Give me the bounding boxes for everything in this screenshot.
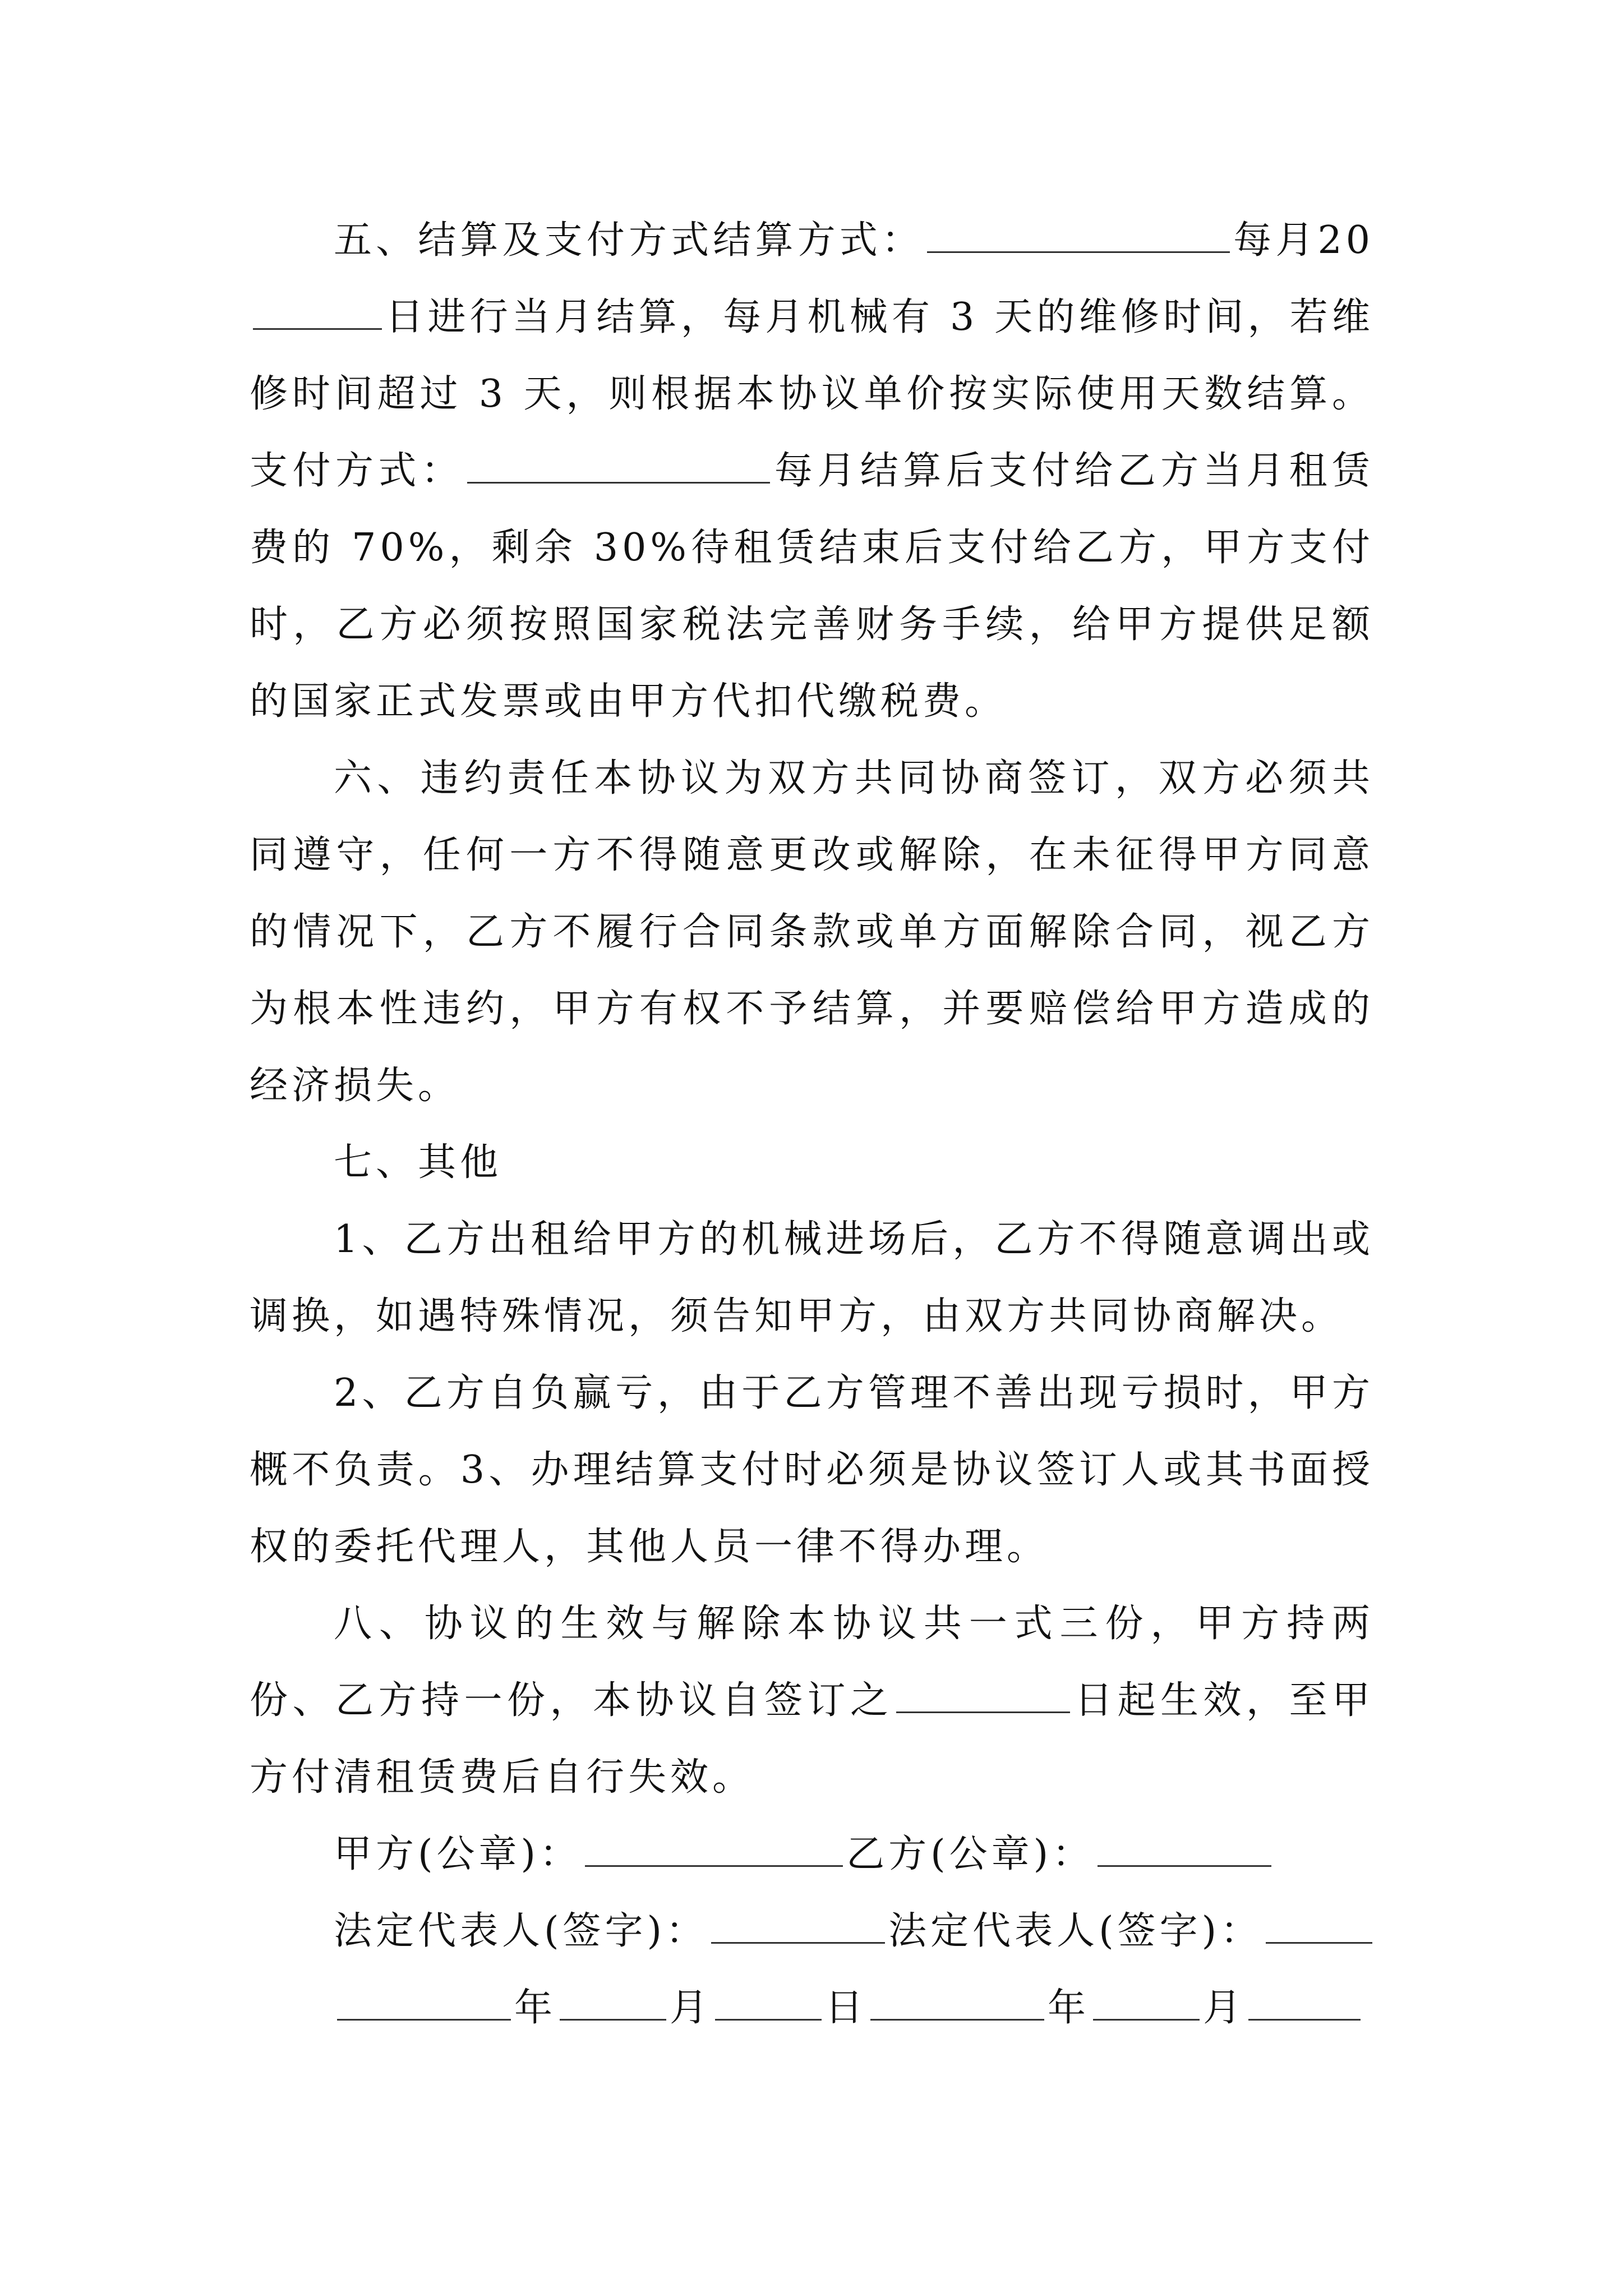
party-a-seal-label: 甲方(公章)： [334, 1832, 582, 1876]
party-b-year-blank [870, 1989, 1044, 2021]
settlement-method-blank [927, 221, 1230, 253]
settlement-day-blank [253, 298, 382, 330]
party-a-month-label: 月 [670, 1986, 712, 2030]
party-a-day-label: 日 [825, 1986, 868, 2030]
section-7-item-2: 2、乙方自负赢亏，由于乙方管理不善出现亏损时，甲方概不负责。3、办理结算支付时必须是协议签订人或其书面授权的委托代理人，其他人员一律不得办理。 [250, 1371, 1374, 1569]
party-b-day-blank [1248, 1989, 1361, 2021]
party-a-month-blank [560, 1989, 666, 2021]
section-5-settlement [250, 202, 1374, 740]
effective-date-blank [896, 1681, 1070, 1713]
section-7-title: 七、其他 [334, 1140, 502, 1185]
party-b-month-label: 月 [1203, 1986, 1246, 2030]
section-5-text-2: 每月20 [1233, 218, 1374, 263]
legal-rep-line [334, 1893, 1374, 1970]
party-a-year-label: 年 [514, 1986, 557, 2030]
party-b-legal-rep-label: 法定代表人(签字)： [888, 1909, 1263, 1953]
party-b-seal-label: 乙方(公章)： [846, 1832, 1095, 1876]
party-a-legal-rep-label: 法定代表人(签字)： [334, 1909, 708, 1953]
section-5-text-4: 每月结算后支付给乙方当月租赁费的 70%，剩余 30%待租赁结束后支付给乙方，甲方支付时，乙方必须按照国家税法完善财务手续，给甲方提供足额的国家正式发票或由甲方代扣代缴税费。 [250, 449, 1374, 724]
party-a-year-blank [337, 1989, 511, 2021]
party-a-seal-blank [585, 1835, 843, 1867]
document-body [250, 202, 1374, 2046]
date-line [334, 1970, 1374, 2046]
seal-line [334, 1816, 1374, 1893]
section-6-liability: 六、违约责任本协议为双方共同协商签订，双方必须共同遵守，任何一方不得随意更改或解除，在未征得甲方同意的情况下，乙方不履行合同条款或单方面解除合同，视乙方为根本性违约，甲方有权不予结算，并要赔偿给甲方造成的经济损失。 [250, 756, 1374, 1108]
section-7-item-1: 1、乙方出租给甲方的机械进场后，乙方不得随意调出或调换，如遇特殊情况，须告知甲方，由双方共同协商解决。 [250, 1217, 1374, 1338]
party-b-month-blank [1093, 1989, 1200, 2021]
section-8-text-2: 日起生效，至甲方付清租赁费后自行失效。 [250, 1678, 1374, 1800]
party-b-year-label: 年 [1048, 1986, 1090, 2030]
section-5-text-3: 日进行当月结算，每月机械有 3 天的维修时间，若维修时间超过 3 天，则根据本协议单价按实际使用天数结算。支付方式： [250, 295, 1374, 493]
payment-method-blank [467, 452, 770, 484]
party-a-day-blank [715, 1989, 822, 2021]
section-5-text-1: 五、结算及支付方式结算方式： [334, 218, 924, 263]
party-b-seal-blank [1098, 1835, 1271, 1867]
party-b-legal-rep-blank [1266, 1912, 1372, 1944]
section-8-effect [250, 1585, 1374, 1816]
section-8-text-1: 八、协议的生效与解除本协议共一式三份，甲方持两份、乙方持一份，本协议自签订之 [250, 1602, 1374, 1723]
party-a-legal-rep-blank [711, 1912, 885, 1944]
